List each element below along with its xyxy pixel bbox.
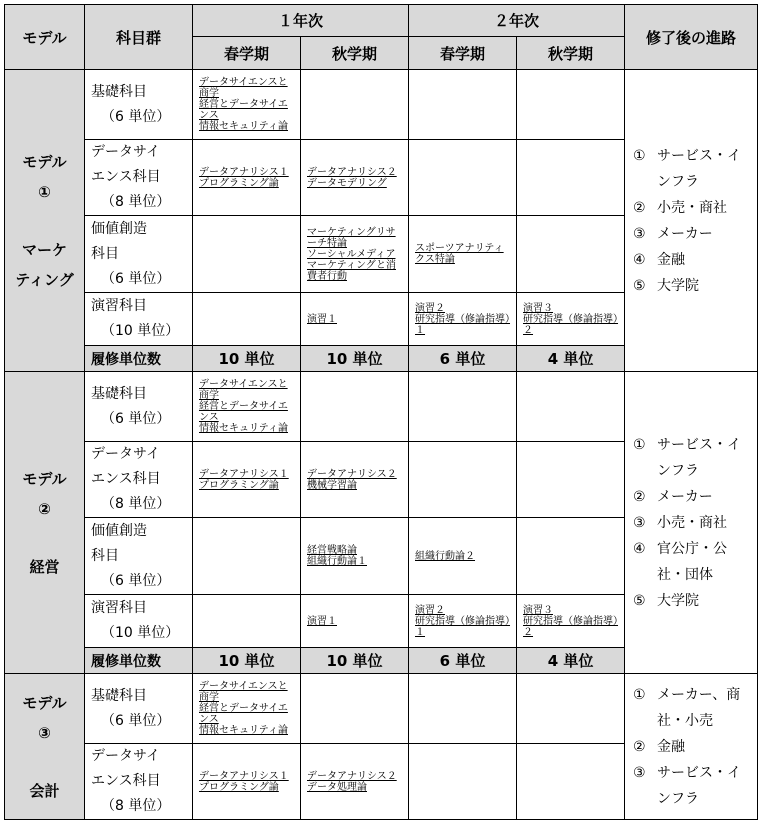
career-item — [633, 484, 751, 510]
model-label — [5, 372, 85, 674]
course-cell-y1a — [301, 140, 409, 216]
course-group-cell — [85, 216, 193, 293]
course-name: 研究指導（修論指導）１ — [415, 313, 511, 336]
career-number: ② — [633, 488, 646, 505]
course-cell-y2a — [517, 70, 625, 140]
course-name: データアナリシス２ — [307, 468, 397, 480]
course-name: データモデリング — [307, 177, 387, 189]
course-cell-y1a — [301, 442, 409, 518]
course-group-text: （6 単位） — [101, 572, 171, 589]
career-text: メーカー — [657, 488, 713, 505]
course-name: データアナリシス２ — [307, 166, 397, 178]
course-cell-y1a — [301, 70, 409, 140]
course-cell-y2s — [409, 216, 517, 293]
course-name: 経営戦略論 — [307, 545, 357, 556]
course-name: 経営とデータサイエンス — [199, 401, 288, 423]
course-name: 演習１ — [307, 313, 337, 325]
course-cell-y1s — [193, 216, 301, 293]
model-label — [5, 674, 85, 820]
curriculum-table — [4, 4, 758, 820]
course-group-text: 価値創造 — [91, 220, 147, 237]
course-name: 組織行動論１ — [307, 556, 367, 567]
course-group-text: （6 単位） — [101, 712, 171, 729]
course-name: 経営とデータサイエンス — [199, 99, 288, 121]
course-name: データアナリシス１ — [199, 468, 289, 480]
total-credits: 6 単位 — [409, 346, 517, 372]
course-cell-y1a — [301, 518, 409, 595]
course-group-cell — [85, 674, 193, 744]
course-cell-y2a — [517, 140, 625, 216]
course-name: 演習３ — [523, 604, 554, 616]
course-cell-y2a — [517, 442, 625, 518]
table-row — [5, 674, 758, 744]
course-group-cell — [85, 293, 193, 346]
career-number: ⑤ — [633, 277, 646, 294]
header-y1-spring: 春学期 — [193, 37, 301, 70]
career-text: 金融 — [657, 738, 686, 755]
career-item — [633, 588, 751, 614]
career-item — [633, 432, 751, 484]
course-cell-y1a — [301, 372, 409, 442]
course-cell-y2s — [409, 595, 517, 648]
course-cell-y1s — [193, 674, 301, 744]
course-name: データアナリシス１ — [199, 166, 289, 178]
model-number: ③ — [38, 723, 51, 742]
course-name: プログラミング論 — [199, 479, 279, 491]
course-name: ソーシャルメディアマーケティングと消費者行動 — [307, 248, 396, 282]
course-group-cell — [85, 442, 193, 518]
career-text: サービス・インフラ — [657, 764, 742, 807]
course-group-cell — [85, 518, 193, 595]
course-group-cell — [85, 595, 193, 648]
course-name: データアナリシス１ — [199, 770, 289, 782]
course-cell-y2s — [409, 518, 517, 595]
course-group-text: 科目 — [91, 547, 119, 564]
header-y2-autumn: 秋学期 — [517, 37, 625, 70]
career-text: 官公庁・公社・団体 — [657, 540, 728, 583]
course-name: スポーツアナリティクス特論 — [415, 243, 504, 265]
model-word: モデル — [22, 152, 67, 171]
course-cell-y2a — [517, 216, 625, 293]
career-item — [633, 247, 751, 273]
course-cell-y2s — [409, 674, 517, 744]
course-group-text: エンス科目 — [91, 773, 161, 789]
course-cell-y1a — [301, 744, 409, 820]
career-number: ① — [633, 436, 646, 453]
total-credits: 4 単位 — [517, 346, 625, 372]
career-item — [633, 536, 751, 588]
career-item — [633, 143, 751, 195]
course-cell-y2s — [409, 70, 517, 140]
course-cell-y2a — [517, 293, 625, 346]
career-text: 金融 — [657, 251, 686, 268]
career-cell — [625, 372, 758, 674]
course-name: プログラミング論 — [199, 177, 279, 189]
course-group-text: データサイ — [91, 748, 161, 764]
course-name: 機械学習論 — [307, 479, 357, 491]
course-group-text: 基礎科目 — [91, 83, 147, 100]
course-cell-y1s — [193, 442, 301, 518]
model-name: マーケ — [21, 240, 67, 259]
career-number: ② — [633, 199, 646, 216]
model-number: ① — [38, 182, 51, 201]
career-number: ① — [633, 686, 646, 703]
course-group-text: 基礎科目 — [91, 687, 147, 704]
header-model: モデル — [5, 5, 85, 70]
total-label: 履修単位数 — [85, 648, 193, 674]
career-number: ⑤ — [633, 592, 646, 609]
career-cell — [625, 674, 758, 820]
course-cell-y1a — [301, 674, 409, 744]
career-text: メーカー、商社・小売 — [657, 686, 741, 729]
model-name: 経営 — [29, 557, 60, 576]
course-cell-y2s — [409, 744, 517, 820]
career-number: ③ — [633, 514, 646, 531]
course-name: 情報セキュリティ論 — [199, 121, 288, 132]
total-credits: 4 単位 — [517, 648, 625, 674]
course-name: データアナリシス２ — [307, 770, 397, 782]
course-name: 研究指導（修論指導）２ — [523, 615, 619, 638]
career-number: ③ — [633, 764, 646, 781]
table-row — [5, 70, 758, 140]
course-group-cell — [85, 744, 193, 820]
course-group-text: エンス科目 — [91, 169, 161, 185]
course-name: 情報セキュリティ論 — [199, 725, 288, 736]
career-text: 大学院 — [657, 277, 700, 294]
header-year-2: ２年次 — [409, 5, 625, 37]
course-cell-y2a — [517, 674, 625, 744]
career-number: ④ — [633, 251, 646, 268]
header-career: 修了後の進路 — [625, 5, 758, 70]
model-number: ② — [38, 499, 51, 518]
course-cell-y2a — [517, 595, 625, 648]
course-name: データサイエンスと商学 — [199, 681, 288, 703]
course-cell-y2a — [517, 372, 625, 442]
career-item — [633, 682, 751, 734]
career-cell — [625, 70, 758, 372]
table-row — [5, 372, 758, 442]
course-group-text: （6 単位） — [101, 108, 171, 125]
course-name: データ処理論 — [307, 781, 367, 793]
course-group-text: （6 単位） — [101, 270, 171, 287]
course-cell-y2a — [517, 518, 625, 595]
total-credits: 10 単位 — [193, 648, 301, 674]
course-group-text: 基礎科目 — [91, 385, 147, 402]
career-number: ② — [633, 738, 646, 755]
header-y1-autumn: 秋学期 — [301, 37, 409, 70]
career-text: メーカー — [657, 225, 713, 242]
course-group-cell — [85, 140, 193, 216]
career-number: ③ — [633, 225, 646, 242]
header-year-1: １年次 — [193, 5, 409, 37]
course-name: 研究指導（修論指導）２ — [523, 313, 619, 336]
career-item — [633, 273, 751, 299]
course-cell-y1a — [301, 293, 409, 346]
total-credits: 10 単位 — [301, 648, 409, 674]
career-item — [633, 195, 751, 221]
career-text: 小売・商社 — [657, 199, 728, 216]
course-group-text: エンス科目 — [91, 471, 161, 487]
model-name: 会計 — [29, 781, 60, 800]
course-cell-y2s — [409, 442, 517, 518]
course-group-text: （8 単位） — [101, 798, 171, 814]
course-name: 情報セキュリティ論 — [199, 423, 288, 434]
career-text: サービス・インフラ — [657, 436, 742, 479]
course-cell-y1s — [193, 293, 301, 346]
header-course-group: 科目群 — [85, 5, 193, 70]
course-name: 演習２ — [415, 604, 446, 616]
model-word: モデル — [22, 469, 67, 488]
model-word: モデル — [22, 693, 67, 712]
course-group-text: 演習科目 — [91, 298, 147, 314]
course-name: 演習１ — [307, 615, 337, 627]
total-credits: 6 単位 — [409, 648, 517, 674]
course-cell-y2s — [409, 140, 517, 216]
course-name: マーケティングリサーチ特論 — [307, 226, 396, 249]
course-group-cell — [85, 70, 193, 140]
career-item — [633, 760, 751, 812]
course-name: 経営とデータサイエンス — [199, 703, 288, 725]
course-name: 演習２ — [415, 302, 446, 314]
course-group-text: 演習科目 — [91, 600, 147, 616]
total-credits: 10 単位 — [193, 346, 301, 372]
model-name: ティング — [15, 270, 74, 289]
course-group-cell — [85, 372, 193, 442]
course-cell-y1s — [193, 518, 301, 595]
career-item — [633, 734, 751, 760]
career-text: サービス・インフラ — [657, 147, 742, 190]
course-name: プログラミング論 — [199, 781, 279, 793]
course-group-text: 科目 — [91, 245, 119, 262]
course-group-text: （8 単位） — [101, 194, 171, 210]
career-item — [633, 221, 751, 247]
course-cell-y2a — [517, 744, 625, 820]
career-number: ④ — [633, 540, 646, 557]
course-name: 組織行動論２ — [415, 550, 476, 562]
course-name: 研究指導（修論指導）１ — [415, 615, 511, 638]
course-group-text: （6 単位） — [101, 410, 171, 427]
total-credits: 10 単位 — [301, 346, 409, 372]
career-text: 大学院 — [657, 592, 700, 609]
course-group-text: （10 単位） — [101, 323, 180, 339]
course-cell-y1s — [193, 595, 301, 648]
total-label: 履修単位数 — [85, 346, 193, 372]
course-cell-y1s — [193, 70, 301, 140]
course-cell-y1s — [193, 744, 301, 820]
header-y2-spring: 春学期 — [409, 37, 517, 70]
course-group-text: （8 単位） — [101, 496, 171, 512]
career-number: ① — [633, 147, 646, 164]
course-cell-y1s — [193, 372, 301, 442]
course-cell-y1a — [301, 216, 409, 293]
career-item — [633, 510, 751, 536]
course-name: 演習３ — [523, 302, 554, 314]
course-cell-y2s — [409, 293, 517, 346]
career-text: 小売・商社 — [657, 514, 728, 531]
course-name: データサイエンスと商学 — [199, 77, 288, 99]
course-name: データサイエンスと商学 — [199, 379, 288, 401]
course-cell-y2s — [409, 372, 517, 442]
course-group-text: データサイ — [91, 144, 161, 160]
course-group-text: 価値創造 — [91, 522, 147, 539]
course-cell-y1a — [301, 595, 409, 648]
course-cell-y1s — [193, 140, 301, 216]
course-group-text: データサイ — [91, 446, 161, 462]
course-group-text: （10 単位） — [101, 625, 180, 641]
model-label — [5, 70, 85, 372]
